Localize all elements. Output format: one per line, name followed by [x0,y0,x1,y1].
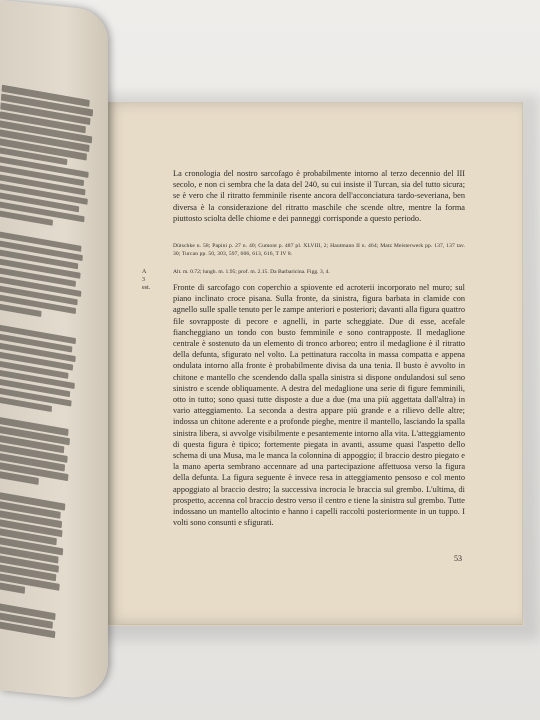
left-page-text-block [0,84,100,657]
left-page [0,0,108,701]
catalog-entry-meta: Alt. m. 0.72; lungh. m. 1.95; prof. m. 2.15. Da Barbaricina. Figg. 3, 4. [173,269,330,275]
bibliography-references: Dütschke n. 58; Papini p. 27 n. 40; Cumont p. 487 pl. XLVIII, 2; Hautmann II n. 464; Matz Meisterwerk pp. 137, 137 tav. 30; Turcan pp. 50, 303, 597, 606, 613, 616, T IV 8. [173,243,465,257]
intro-paragraph: La cronologia del nostro sarcofago è probabilmente intorno al terzo decennio del III secolo, e non ci sembra che la data del 240, su cui insiste il Turcan, sia del tutto sicura; se è vero che il ritratto femminile risente ancora dell'acconciatura tardo-severiana, ben diversa è la considerazione del ritratto maschile che scende oltre, mentre la forma piuttosto sciolta delle chiome e dei panneggi corrisponde a questo periodo. [173,169,465,223]
catalog-entry-marker: A 3 est. [142,269,151,291]
page-number: 53 [454,554,462,563]
catalog-description: Fronte di sarcofago con coperchio a spiovente ed acroterii incorporato nel muro; sul piano inclinato croce pisana. Sulla fronte, da sinistra, figura barbata in clamide con agnello sulle spalle tenuto per le zampe anteriori e posteriori; davanti alla figura quattro file sovrapposte di pecore e agnelli, in parte scheggiate. Due di esse, acefale fiancheggiano un tondo con busto femminile e sono contrapposte. Il medaglione centrale è sostenuto da un elemento di tronco arboreo; entro il medaglione è il ritratto della defunta, sfigurato nel volto. La pettinatura raccolta in massa compatta e appena ondulata intorno alla fronte è probabilmente divisa da una tenia. Il busto è avvolto in chitone e mantello che scendendo dalla spalla sinistra si dispone ondulandosi sul seno sinistro e scende obliquamente. A destra del medaglione una serie di figure femminili, otto in tutto; sono quasi tutte disposte a due a due (ma una più aggettata dall'altra) in vario atteggiamento. La seconda a destra appare più grande e a rilievo delle altre; indossa un chitone aderente e a profonde pieghe, mentre il mantello, lasciando la spalla sinistra libera, si avvolge visibilmente e pesantemente intorno alla vita. L'atteggiamento di questa figura è tipico; fortemente piegata in avanti, assume quasi l'aspetto dello schema di una Musa, ma le manca la colonnina di appoggio; il braccio destro piegato e la mano aperta sembrano accennare ad una partecipazione affettuosa verso la figura della defunta. La figura seguente è invece resa in atteggiamento pensoso e col mento appoggiato al braccio destro; la successiva incrocia le braccia sul grembo. L'ultima, di prospetto, accenna col braccio destro verso il centro e tiene la sinistra sul grembo. Tutte indossano un mantello altocinto e hanno i capelli raccolti posteriormente in un tuppo. I volti sono consunti e sfigurati. [173,283,465,528]
